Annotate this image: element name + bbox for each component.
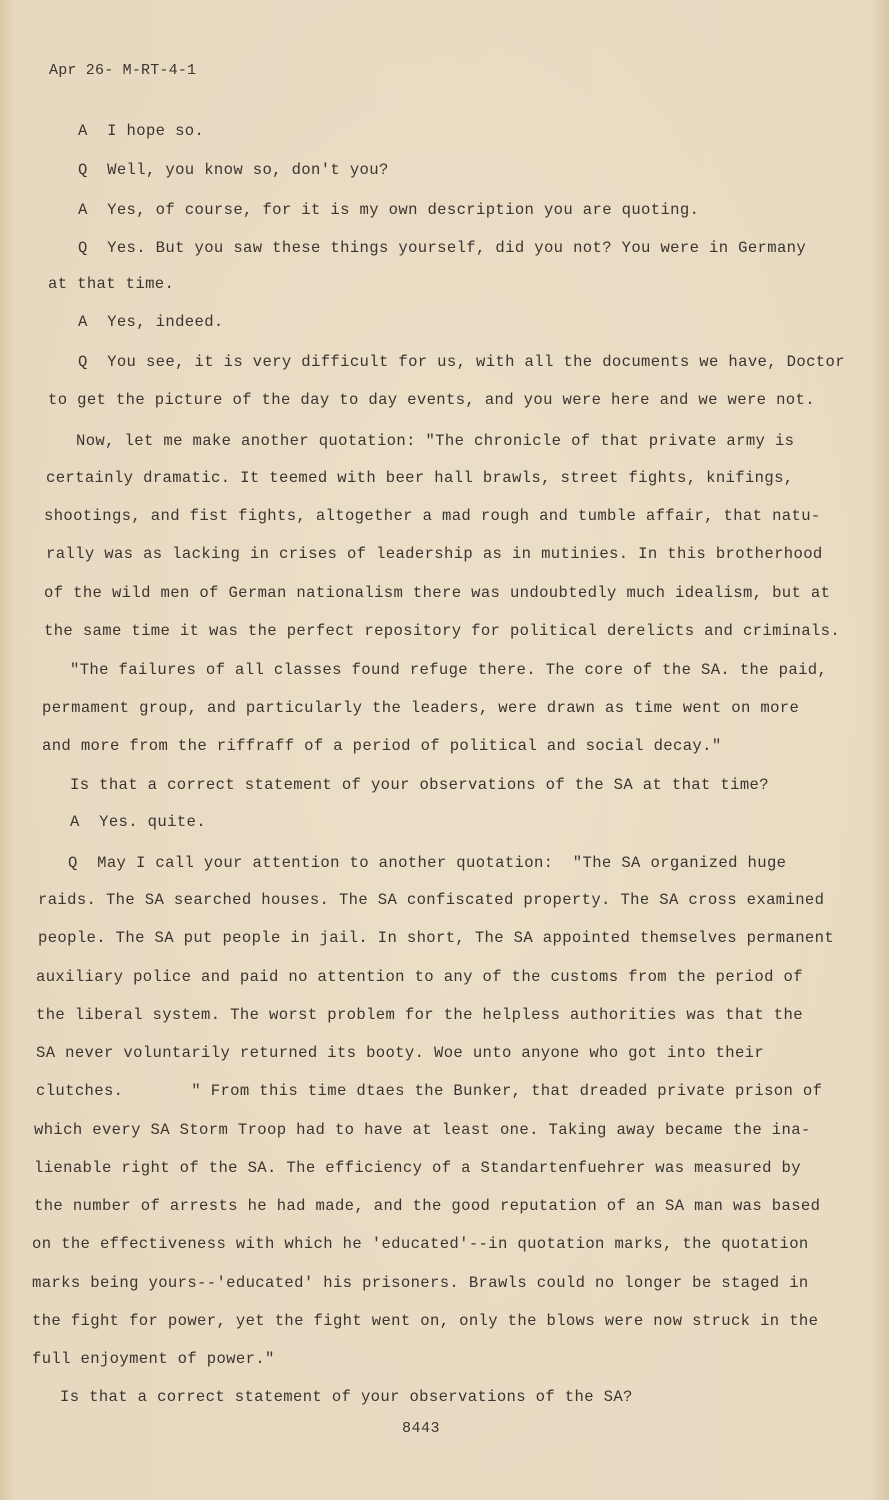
text-line: permament group, and particularly the leaders, were drawn as time went on more (42, 699, 800, 717)
text-line: full enjoyment of power." (32, 1350, 275, 1368)
text-line: raids. The SA searched houses. The SA confiscated property. The SA cross examined (38, 891, 825, 909)
text-line: A Yes, indeed. (78, 313, 224, 331)
text-line: on the effectiveness with which he 'educated'--in quotation marks, the quotation (32, 1235, 809, 1253)
document-header: Apr 26- M-RT-4-1 (49, 62, 197, 79)
text-line: certainly dramatic. It teemed with beer hall brawls, street fights, knifings, (46, 469, 794, 487)
text-line: Now, let me make another quotation: "The chronicle of that private army is (76, 432, 795, 450)
text-line: Is that a correct statement of your observations of the SA? (60, 1388, 633, 1406)
text-line: A Yes, of course, for it is my own description you are quoting. (78, 201, 700, 219)
text-line: shootings, and fist fights, altogether a mad rough and tumble affair, that natu- (44, 507, 821, 525)
text-line: A I hope so. (78, 122, 205, 140)
text-line: the liberal system. The worst problem for the helpless authorities was that the (36, 1006, 803, 1024)
text-line: Q Yes. But you saw these things yourself, did you not? You were in Germany (78, 239, 807, 257)
text-line: the number of arrests he had made, and the good reputation of an SA man was based (34, 1197, 821, 1215)
text-line: lienable right of the SA. The efficiency of a Standartenfuehrer was measured by (34, 1159, 801, 1177)
text-line: of the wild men of German nationalism there was undoubtedly much idealism, but at (44, 584, 831, 602)
text-line: clutches. " From this time dtaes the Bunker, that dreaded private prison of (36, 1082, 823, 1100)
text-line: the fight for power, yet the fight went on, only the blows were now struck in the (32, 1312, 819, 1330)
text-line: A Yes. quite. (70, 813, 206, 831)
text-line: auxiliary police and paid no attention to any of the customs from the period of (36, 968, 803, 986)
text-line: Is that a correct statement of your observations of the SA at that time? (70, 776, 769, 794)
text-line: Q Well, you know so, don't you? (78, 161, 389, 179)
text-line: Q May I call your attention to another quotation: "The SA organized huge (68, 854, 787, 872)
text-line: which every SA Storm Troop had to have at least one. Taking away became the ina- (34, 1121, 811, 1139)
text-line: and more from the riffraff of a period of political and social decay." (42, 737, 722, 755)
text-line: people. The SA put people in jail. In short, The SA appointed themselves permanent (38, 929, 835, 947)
text-line: rally was as lacking in crises of leadership as in mutinies. In this brotherhood (46, 545, 823, 563)
text-line: Q You see, it is very difficult for us, with all the documents we have, Doctor (78, 353, 845, 371)
text-line: marks being yours--'educated' his prisoners. Brawls could no longer be staged in (32, 1274, 809, 1292)
text-line: at that time. (48, 275, 175, 293)
text-line: to get the picture of the day to day events, and you were here and we were not. (48, 391, 815, 409)
text-line: the same time it was the perfect repository for political derelicts and criminals. (44, 622, 841, 640)
page-number: 8443 (402, 1420, 441, 1437)
text-line: SA never voluntarily returned its booty. Woe unto anyone who got into their (36, 1044, 765, 1062)
text-line: "The failures of all classes found refuge there. The core of the SA. the paid, (70, 661, 828, 679)
